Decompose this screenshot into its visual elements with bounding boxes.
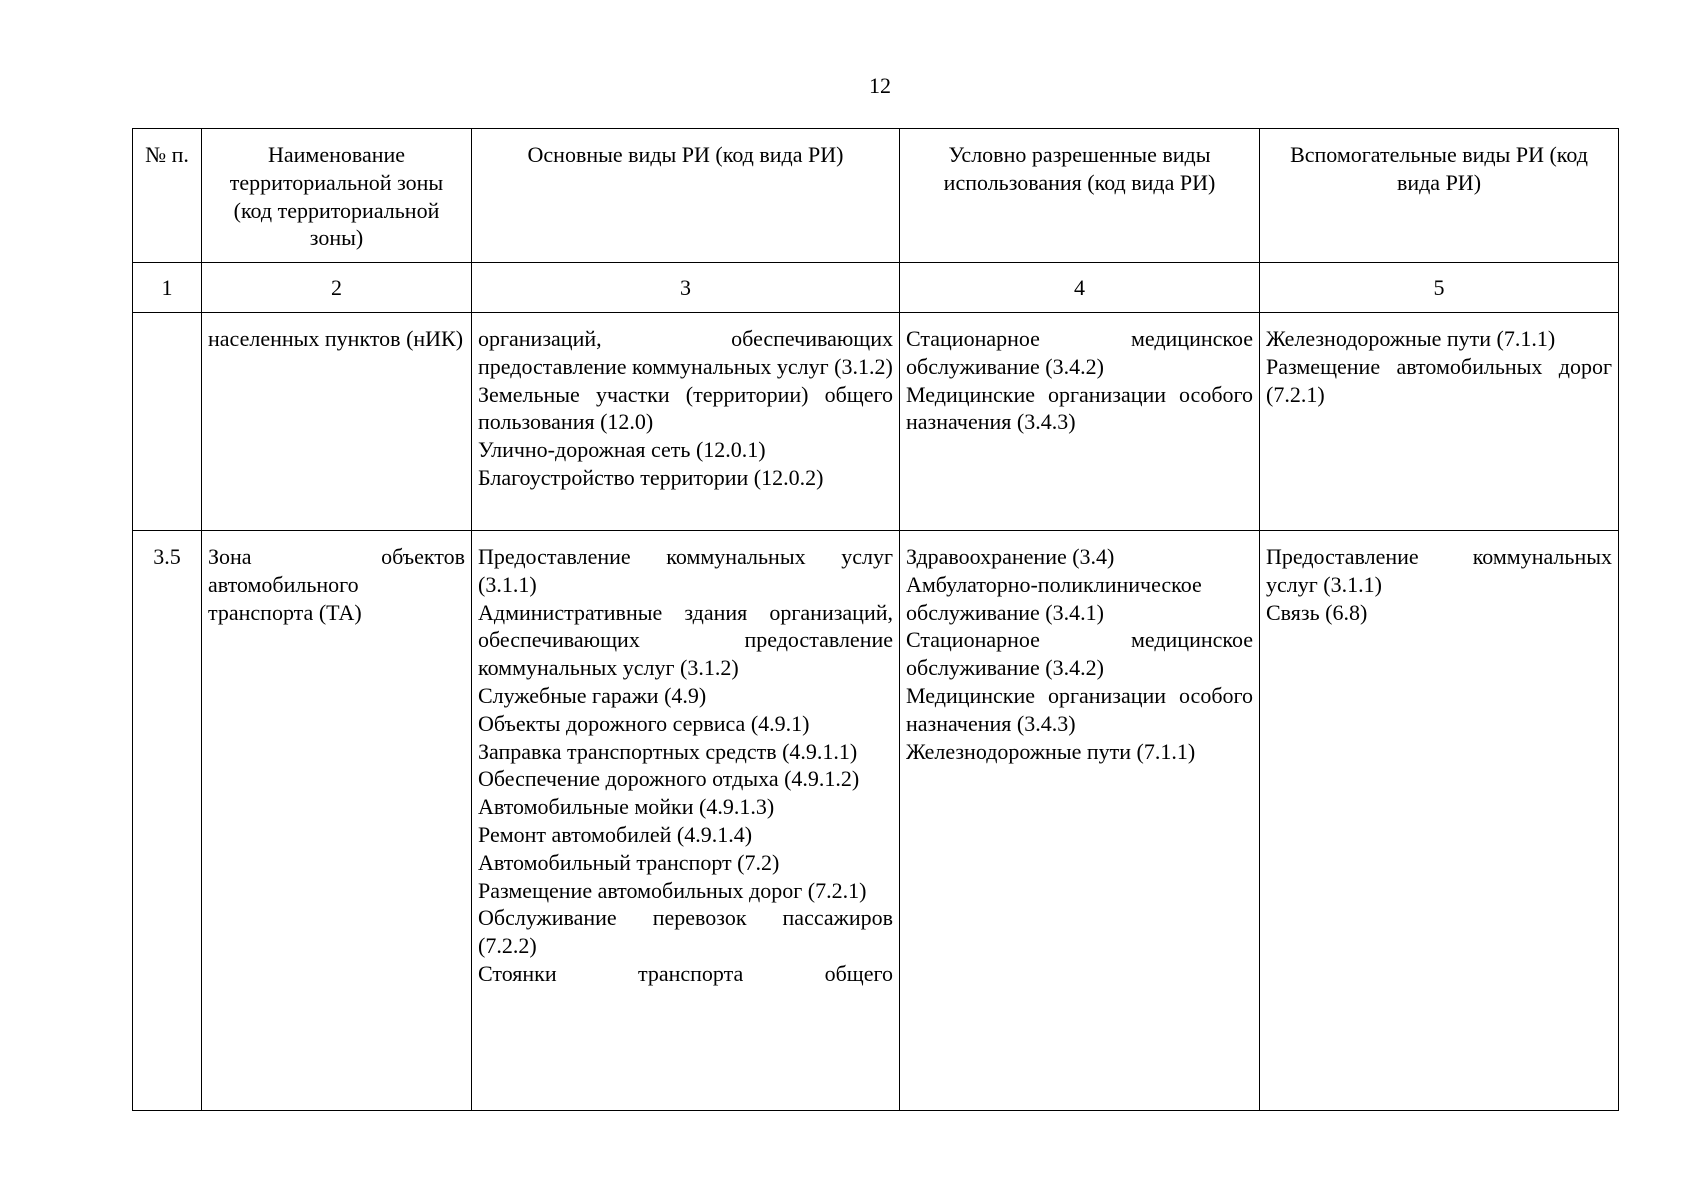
column-number: 2 [202,263,472,313]
list-item: организаций, обеспечивающих предоставление коммунальных услуг (3.1.2) [478,326,893,379]
list-item: Обслуживание перевозок пассажиров (7.2.2) [478,905,893,959]
column-number-row [133,263,1619,313]
column-number: 1 [133,263,202,313]
header-auxiliary-uses: Вспомогательные виды РИ (код вида РИ) [1260,129,1619,263]
header-number: № п. [133,129,202,263]
table-row [133,531,1619,1111]
conditional-uses-cell [900,313,1260,531]
header-zone-name: Наименование территориальной зоны (код территориальной зоны) [202,129,472,263]
zones-table [132,128,1619,1111]
list-item: Стационарное медицинское обслуживание (3.4.2) [906,627,1253,681]
list-item: Земельные участки (территории) общего пользования (12.0) [478,381,893,435]
list-item: Объекты дорожного сервиса (4.9.1) [478,710,810,736]
list-item: Предоставление коммунальных услуг (3.1.1) [1266,544,1612,597]
header-conditional-uses: Условно разрешенные виды использования (код вида РИ) [900,129,1260,263]
list-item: Размещение автомобильных дорог (7.2.1) [478,877,867,903]
main-uses-cell [472,313,900,531]
column-number: 4 [900,263,1260,313]
list-item: Медицинские организации особого назначения (3.4.3) [906,381,1253,435]
list-item: Благоустройство территории (12.0.2) [478,464,824,490]
list-item: Медицинские организации особого назначения (3.4.3) [906,682,1253,736]
list-item: Связь (6.8) [1266,599,1368,625]
auxiliary-uses-cell [1260,313,1619,531]
page-number: 12 [869,73,891,98]
list-item: Железнодорожные пути (7.1.1) [906,738,1196,764]
list-item: Амбулаторно-поликлиническое обслуживание (3.4.1) [906,571,1202,625]
list-item: Обеспечение дорожного отдыха (4.9.1.2) [478,766,860,792]
list-item: Размещение автомобильных дорог (7.2.1) [1266,353,1612,407]
column-number: 3 [472,263,900,313]
list-item: Административные здания организаций, обеспечивающих предоставление коммунальных услуг (3.1.2) [478,599,893,681]
row-number [133,313,202,531]
list-item: Стационарное медицинское обслуживание (3.4.2) [906,326,1253,379]
list-item: Железнодорожные пути (7.1.1) [1266,326,1556,351]
list-item: Автомобильные мойки (4.9.1.3) [478,794,775,820]
list-item: Предоставление коммунальных услуг (3.1.1) [478,544,893,597]
header-main-uses: Основные виды РИ (код вида РИ) [472,129,900,263]
zone-name: населенных пунктов (нИК) [202,313,472,531]
table-header-row [133,129,1619,263]
list-item: Здравоохранение (3.4) [906,544,1115,569]
list-item: Стоянки транспорта общего [478,960,893,986]
column-number: 5 [1260,263,1619,313]
main-uses-cell [472,531,900,1111]
zone-name: Зона объектов автомобильного транспорта (ТА) [202,531,472,1111]
list-item: Улично-дорожная сеть (12.0.1) [478,437,766,463]
list-item: Заправка транспортных средств (4.9.1.1) [478,738,858,764]
auxiliary-uses-cell [1260,531,1619,1111]
table-row [133,313,1619,531]
conditional-uses-cell [900,531,1260,1111]
list-item: Служебные гаражи (4.9) [478,682,707,708]
row-number: 3.5 [133,531,202,1111]
list-item: Автомобильный транспорт (7.2) [478,849,780,875]
list-item: Ремонт автомобилей (4.9.1.4) [478,821,753,847]
